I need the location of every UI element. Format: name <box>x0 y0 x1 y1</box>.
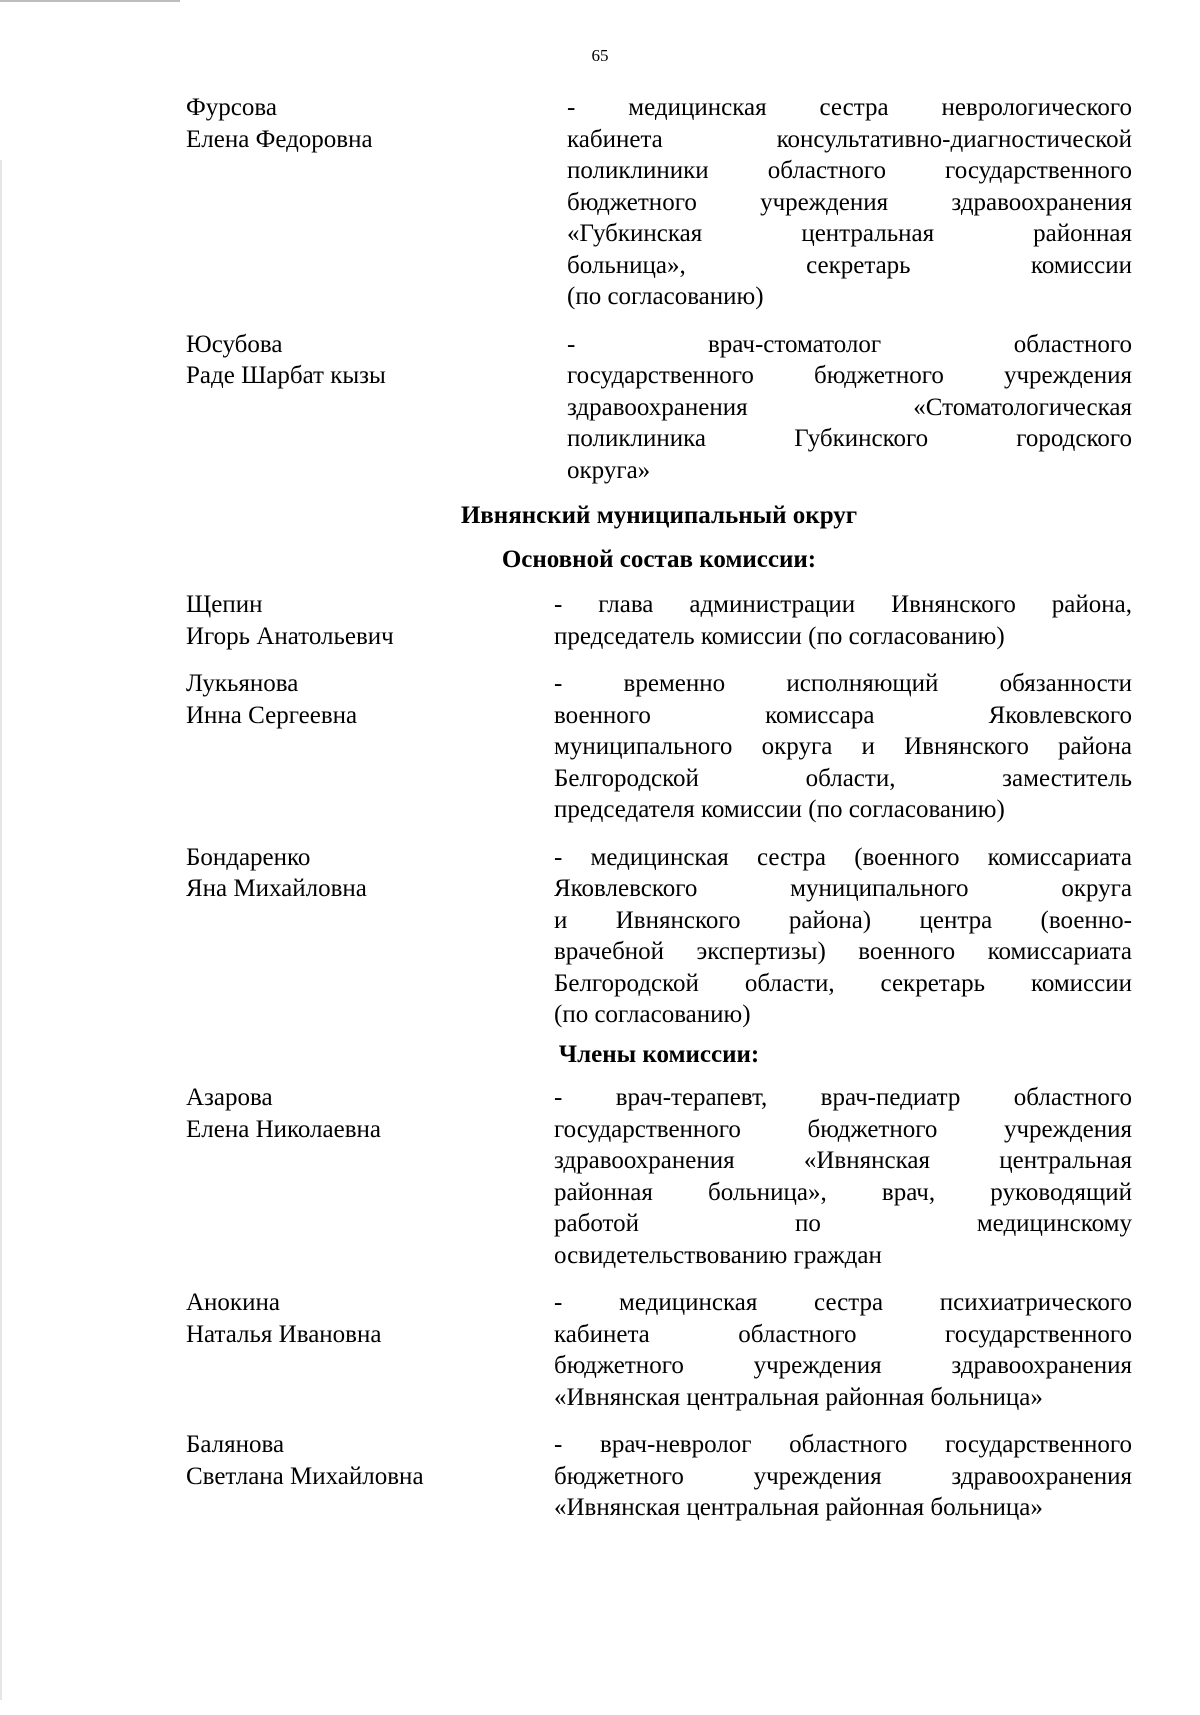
commission-member-entry <box>186 92 1132 313</box>
member-name <box>186 1287 552 1413</box>
entries-block-gubkin <box>186 92 1132 486</box>
member-given: Светлана Михайловна <box>186 1462 424 1490</box>
member-surname: Бондаренко <box>186 843 311 871</box>
member-surname: Щепин <box>186 591 263 618</box>
position-line: - медицинская сестра психиатрического <box>554 1289 1132 1316</box>
member-given: Елена Федоровна <box>186 125 373 153</box>
position-line: и Ивнянского района) центра (военно- <box>554 906 1132 934</box>
member-given: Игорь Анатольевич <box>186 622 394 650</box>
position-line: кабинета консультативно-диагностической <box>567 125 1132 153</box>
position-line: бюджетного учреждения здравоохранения <box>554 1352 1132 1379</box>
commission-member-entry <box>186 1082 1132 1271</box>
position-line: председателя комиссии (по согласованию) <box>554 796 1005 823</box>
page-number: 65 <box>591 46 609 65</box>
position-line: - врач-терапевт, врач-педиатр областного <box>554 1084 1132 1111</box>
member-given: Елена Николаевна <box>186 1115 381 1143</box>
position-line: работой по медицинскому <box>554 1210 1132 1237</box>
position-line: Белгородской области, заместитель <box>554 764 1132 792</box>
position-line: больница», секретарь комиссии <box>567 251 1132 279</box>
position-line: «Губкинская центральная районная <box>567 220 1132 247</box>
member-name <box>186 92 552 313</box>
member-given: Яна Михайловна <box>186 875 367 902</box>
position-line: (по согласованию) <box>554 1001 751 1028</box>
member-position <box>554 1082 1132 1271</box>
member-surname: Фурсова <box>186 94 277 121</box>
position-line: здравоохранения «Ивнянская центральная <box>554 1147 1132 1174</box>
position-line: здравоохранения «Стоматологическая <box>567 393 1132 421</box>
member-name <box>186 589 552 652</box>
member-given: Инна Сергеевна <box>186 701 358 729</box>
position-line: муниципального округа и Ивнянского района <box>554 733 1132 760</box>
commission-member-entry <box>186 1429 1132 1524</box>
position-line: поликлиники областного государственного <box>567 157 1132 184</box>
commission-member-entry <box>186 1287 1132 1413</box>
member-position <box>567 92 1132 313</box>
member-surname: Лукьянова <box>186 670 299 697</box>
position-line: районная больница», врач, руководящий <box>554 1178 1132 1206</box>
member-surname: Азарова <box>186 1084 273 1111</box>
position-line: - медицинская сестра (военного комиссариата <box>554 843 1132 871</box>
member-position <box>554 1287 1132 1413</box>
members-heading: Члены комиссии: <box>558 1040 760 1068</box>
scan-left-margin <box>0 160 2 1700</box>
member-position <box>554 589 1132 652</box>
scan-edge-line <box>0 0 180 2</box>
member-given: Раде Шарбат кызы <box>186 362 386 389</box>
position-line: военного комиссара Яковлевского <box>554 701 1132 729</box>
position-line: бюджетного учреждения здравоохранения <box>567 188 1132 216</box>
member-position <box>554 1429 1132 1524</box>
commission-member-entry <box>186 589 1132 652</box>
position-line: - временно исполняющий обязанности <box>554 670 1132 697</box>
position-line: председатель комиссии (по согласованию) <box>554 622 1005 650</box>
member-surname: Юсубова <box>186 330 283 358</box>
position-line: округа» <box>567 456 651 484</box>
position-line: врачебной экспертизы) военного комиссариата <box>554 938 1132 965</box>
member-position <box>554 668 1132 826</box>
position-line: - врач-стоматолог областного <box>567 330 1132 358</box>
commission-member-entry <box>186 668 1132 826</box>
position-line: кабинета областного государственного <box>554 1320 1132 1348</box>
district-heading: Ивнянский муниципальный округ <box>460 502 858 529</box>
commission-member-entry <box>186 842 1132 1031</box>
member-given: Наталья Ивановна <box>186 1320 382 1348</box>
member-position <box>554 842 1132 1031</box>
position-line: государственного бюджетного учреждения <box>567 362 1132 389</box>
position-line: бюджетного учреждения здравоохранения <box>554 1462 1132 1490</box>
position-line: - глава администрации Ивнянского района, <box>554 591 1132 618</box>
member-name <box>186 329 552 487</box>
member-name <box>186 1082 552 1271</box>
position-line: Яковлевского муниципального округа <box>554 875 1132 902</box>
position-line: «Ивнянская центральная районная больница» <box>554 1383 1043 1411</box>
member-surname: Анокина <box>186 1289 280 1316</box>
member-position <box>567 329 1132 487</box>
member-name <box>186 668 552 826</box>
commission-member-entry <box>186 329 1132 487</box>
position-line: «Ивнянская центральная районная больница» <box>554 1494 1043 1521</box>
main-composition-heading: Основной состав комиссии: <box>501 545 817 573</box>
member-name <box>186 1429 552 1524</box>
position-line: - медицинская сестра неврологического <box>567 94 1132 121</box>
document-body <box>186 92 1132 1524</box>
position-line: - врач-невролог областного государственного <box>554 1431 1132 1458</box>
position-line: Белгородской области, секретарь комиссии <box>554 969 1132 997</box>
entries-block-main <box>186 589 1132 1031</box>
member-surname: Балянова <box>186 1431 285 1458</box>
position-line: (по согласованию) <box>567 283 764 310</box>
entries-block-members <box>186 1082 1132 1524</box>
position-line: поликлиника Губкинского городского <box>567 425 1132 452</box>
position-line: государственного бюджетного учреждения <box>554 1115 1132 1143</box>
position-line: освидетельствованию граждан <box>554 1241 882 1269</box>
member-name <box>186 842 552 1031</box>
